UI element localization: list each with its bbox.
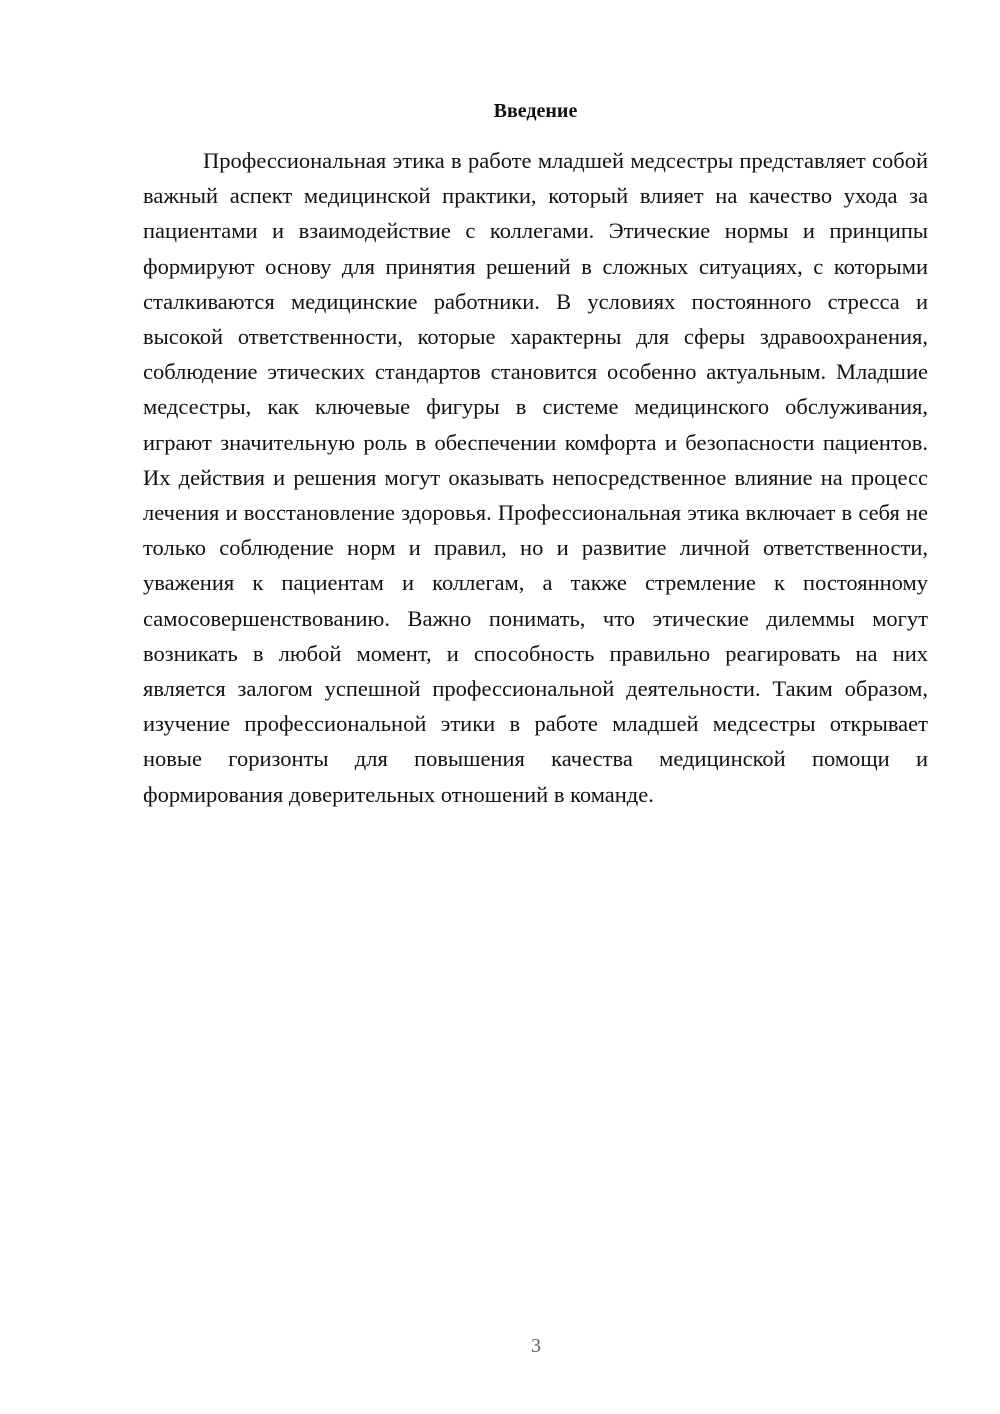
intro-paragraph: Профессиональная этика в работе младшей медсестры представляет собой важный аспект медицинской практики, который влияет на качество ухода за пациентами и взаимодействие с коллегами. Этические нормы и принципы формируют основу для принятия решений в сложных ситуациях, с которыми сталкиваются медицинские работники. В условиях постоянного стресса и высокой ответственности, которые характерны для сферы здравоохранения, соблюдение этических стандартов становится особенно актуальным. Младшие медсестры, как ключевые фигуры в системе медицинского обслуживания, играют значительную роль в обеспечении комфорта и безопасности пациентов. Их действия и решения могут оказывать непосредственное влияние на процесс лечения и восстановление здоровья. Профессиональная этика включает в себя не только соблюдение норм и правил, но и развитие личной ответственности, уважения к пациентам и коллегам, а также стремление к постоянному самосовершенствованию. Важно понимать, что этические дилеммы могут возникать в любой момент, и способность правильно реагировать на них является залогом успешной профессиональной деятельности. Таким образом, изучение профессиональной этики в работе младшей медсестры открывает новые горизонты для повышения качества медицинской помощи и формирования доверительных отношений в команде. bbox=[143, 148, 928, 807]
section-heading: Введение bbox=[493, 100, 578, 122]
page-number: 3 bbox=[531, 1335, 541, 1357]
